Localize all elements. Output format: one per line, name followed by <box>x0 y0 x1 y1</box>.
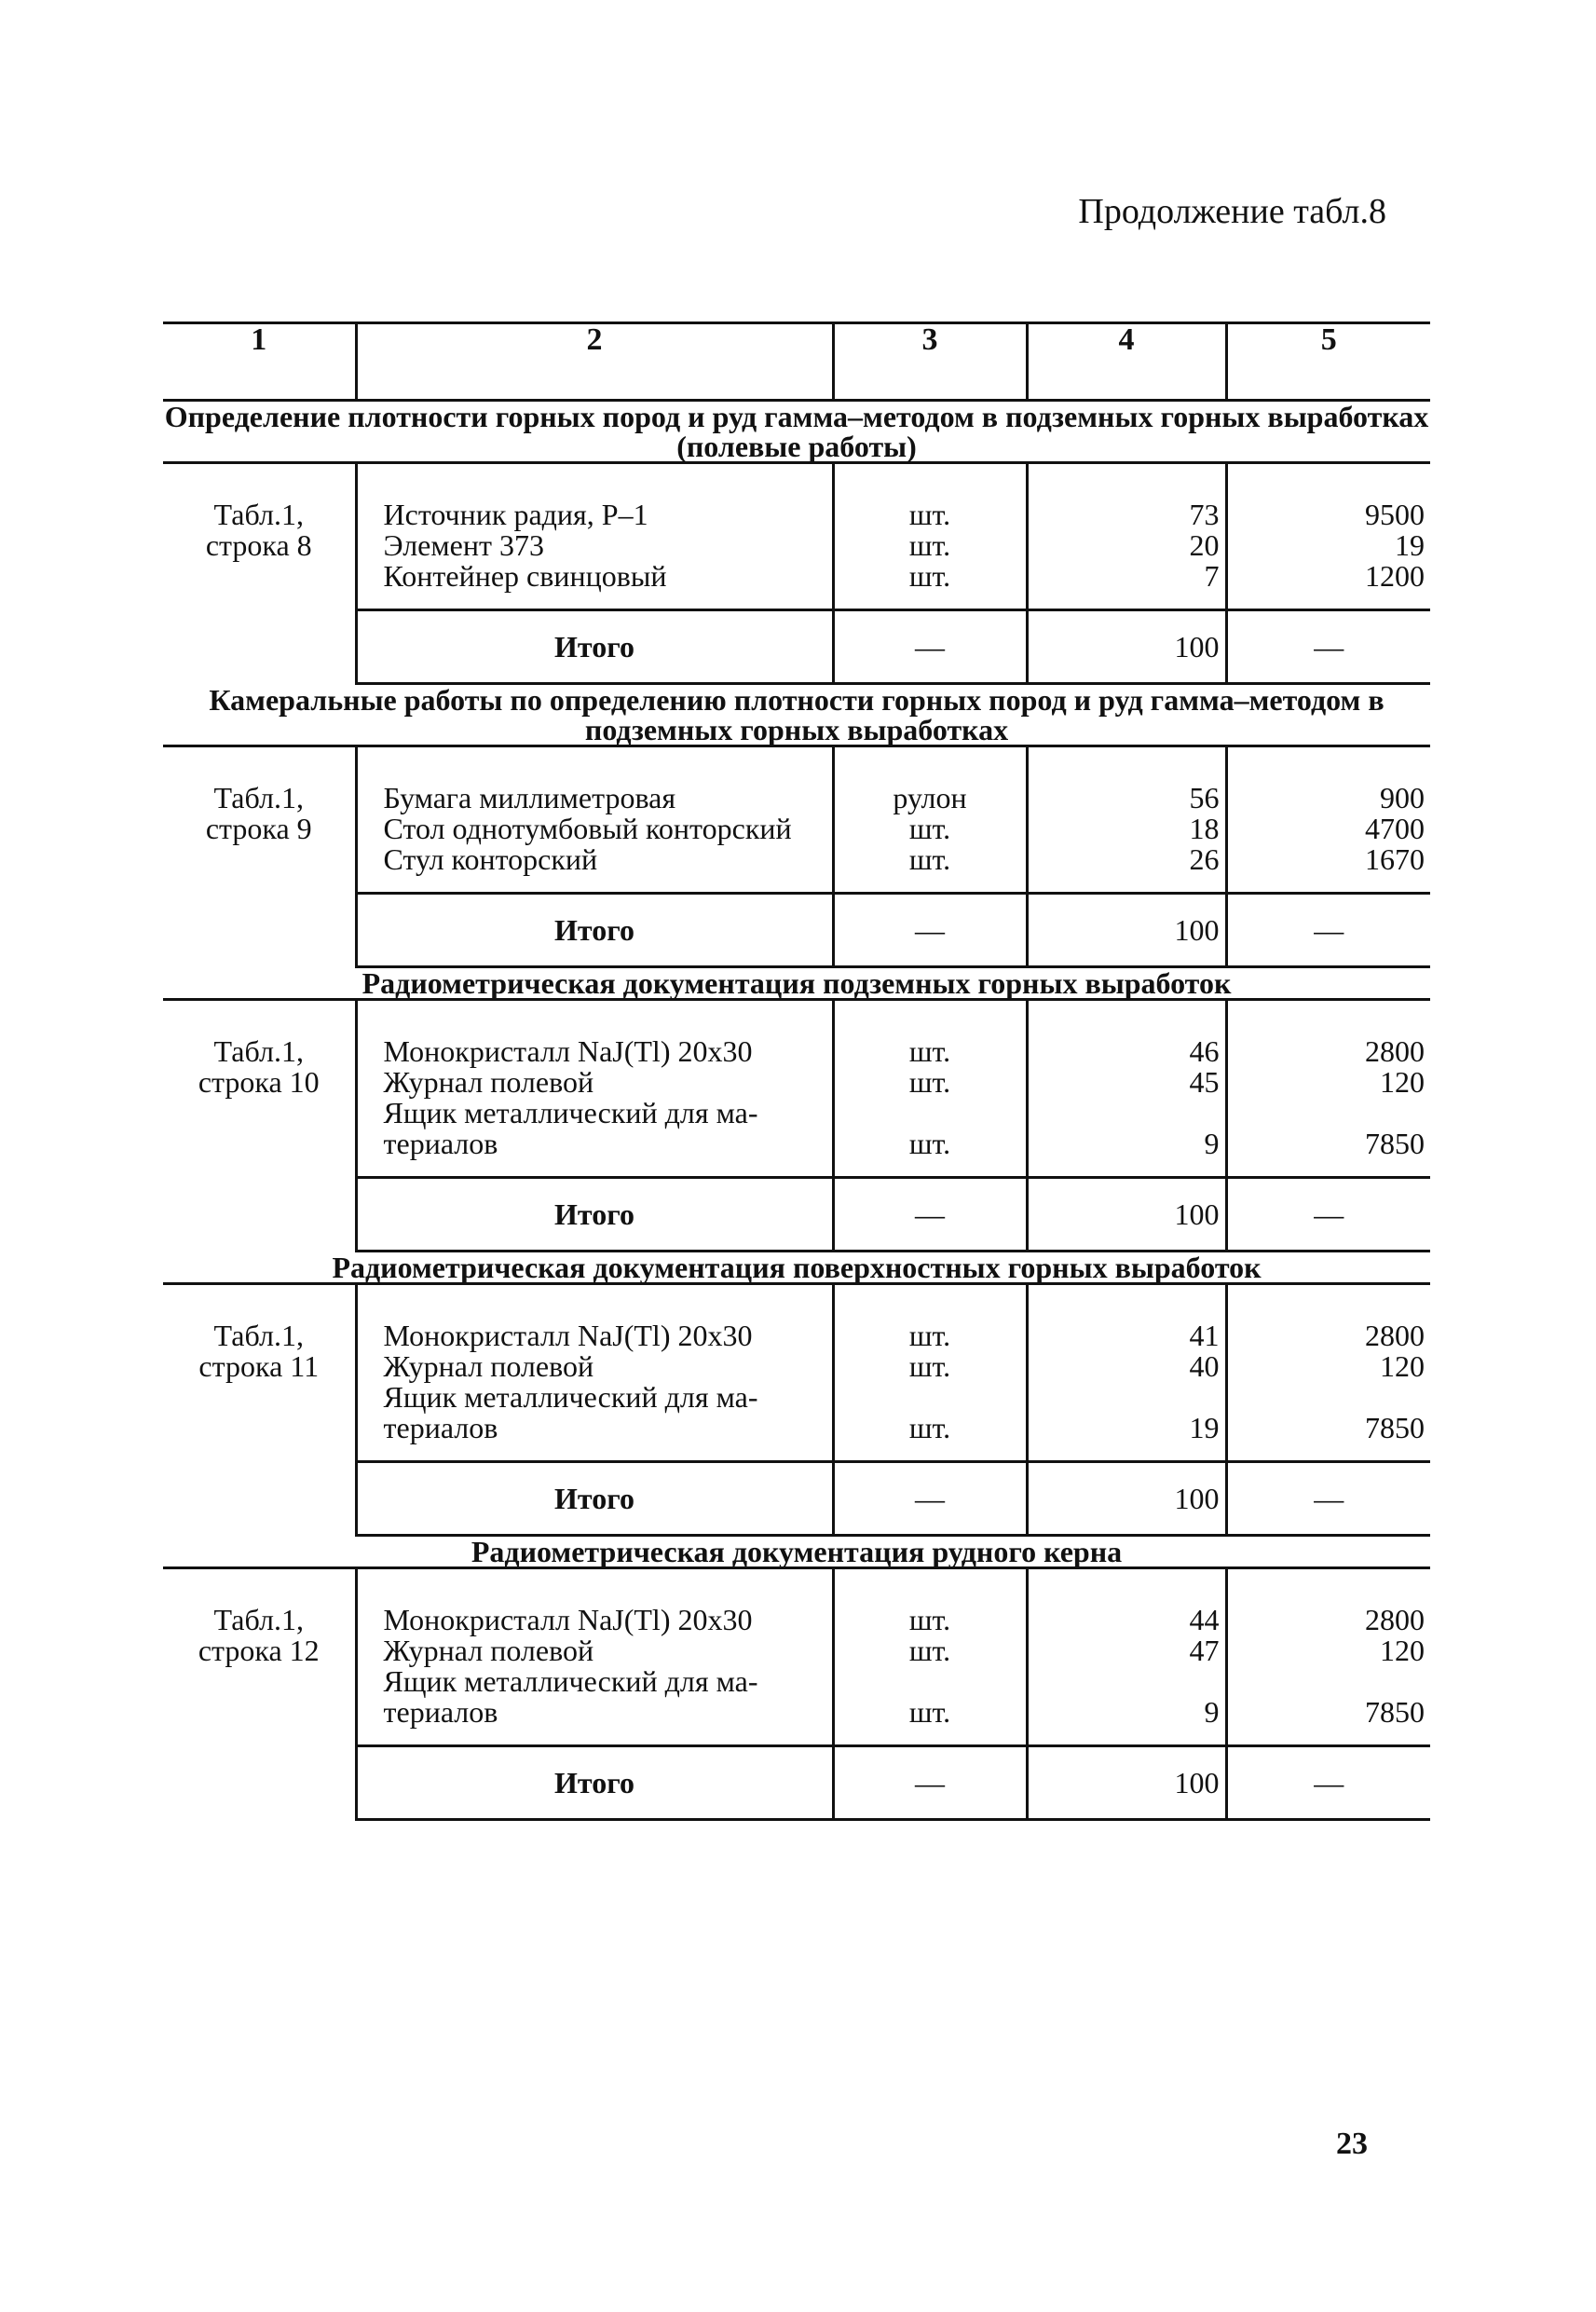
spacer-line <box>835 1382 1026 1413</box>
total-price: — <box>1226 610 1430 684</box>
material-units <box>833 1284 1027 1462</box>
material-percent: 9 <box>1204 1695 1220 1729</box>
material-units <box>833 1568 1027 1746</box>
materials-table <box>163 321 1430 1821</box>
section-title-row <box>163 1536 1430 1568</box>
material-unit: шт. <box>908 1603 951 1636</box>
table-reference-line: строка 11 <box>198 1349 320 1383</box>
spacer-line <box>1228 1666 1425 1697</box>
material-unit: шт. <box>908 1634 951 1667</box>
material-units <box>833 1000 1027 1178</box>
total-label: Итого <box>356 894 833 967</box>
material-unit: шт. <box>908 842 951 876</box>
total-unit: — <box>833 1178 1027 1252</box>
column-header-row <box>163 323 1430 401</box>
material-name: Ящик металлический для ма- <box>383 1664 758 1698</box>
material-percents <box>1027 1000 1226 1178</box>
table-reference <box>163 1568 356 1820</box>
spacer-line <box>835 1098 1026 1129</box>
material-unit: шт. <box>908 1034 951 1068</box>
material-percent: 18 <box>1189 812 1220 845</box>
material-unit: шт. <box>908 528 951 562</box>
total-label: Итого <box>356 610 833 684</box>
table-reference-line: Табл.1, <box>213 1034 304 1068</box>
material-unit: шт. <box>908 1065 951 1099</box>
material-price: 1200 <box>1365 559 1425 593</box>
material-percent: 44 <box>1189 1603 1220 1636</box>
section-title-row <box>163 967 1430 1000</box>
material-price: 7850 <box>1365 1127 1425 1160</box>
spacer-line <box>1228 1382 1425 1413</box>
table-reference-line: строка 10 <box>198 1065 320 1099</box>
total-price: — <box>1226 1462 1430 1536</box>
material-names <box>356 1568 833 1746</box>
material-name: Бумага миллиметровая <box>383 781 676 814</box>
material-name: Контейнер свинцовый <box>383 559 667 593</box>
material-price: 120 <box>1380 1065 1425 1099</box>
material-name: Журнал полевой <box>383 1349 594 1383</box>
material-unit: шт. <box>908 1695 951 1729</box>
material-name: Журнал полевой <box>383 1634 594 1667</box>
material-unit: шт. <box>908 498 951 531</box>
material-names <box>356 463 833 610</box>
material-name: Монокристалл NaJ(Tl) 20х30 <box>383 1603 753 1636</box>
material-percent: 26 <box>1189 842 1220 876</box>
material-price: 2800 <box>1365 1603 1425 1636</box>
material-prices <box>1226 1568 1430 1746</box>
material-price: 120 <box>1380 1349 1425 1383</box>
material-percents <box>1027 1284 1226 1462</box>
spacer-line <box>1228 1098 1425 1129</box>
material-prices <box>1226 463 1430 610</box>
table-reference <box>163 746 356 967</box>
material-name: Ящик металлический для ма- <box>383 1380 758 1414</box>
material-percent: 45 <box>1189 1065 1220 1099</box>
material-name: Монокристалл NaJ(Tl) 20х30 <box>383 1034 753 1068</box>
total-label: Итого <box>356 1462 833 1536</box>
total-unit: — <box>833 610 1027 684</box>
column-header-1: 1 <box>163 323 356 401</box>
material-name: териалов <box>383 1411 498 1444</box>
material-name: Стул конторский <box>383 842 598 876</box>
material-price: 4700 <box>1365 812 1425 845</box>
material-percents <box>1027 463 1226 610</box>
material-unit: рулон <box>893 781 967 814</box>
page-number: 23 <box>1336 2127 1368 2161</box>
material-name: Монокристалл NaJ(Tl) 20х30 <box>383 1319 753 1352</box>
material-name: Элемент 373 <box>383 528 544 562</box>
material-price: 900 <box>1380 781 1425 814</box>
section-items-row <box>163 463 1430 610</box>
table-reference-line: Табл.1, <box>213 1319 304 1352</box>
material-price: 1670 <box>1365 842 1425 876</box>
total-label: Итого <box>356 1746 833 1820</box>
column-header-4: 4 <box>1027 323 1226 401</box>
material-names <box>356 746 833 894</box>
total-label: Итого <box>356 1178 833 1252</box>
material-prices <box>1226 746 1430 894</box>
material-name: Стол однотумбовый конторский <box>383 812 792 845</box>
section-items-row <box>163 746 1430 894</box>
table-reference-line: Табл.1, <box>213 781 304 814</box>
spacer-line <box>1029 1098 1220 1129</box>
material-price: 19 <box>1395 528 1425 562</box>
spacer-line <box>1029 1666 1220 1697</box>
material-units <box>833 463 1027 610</box>
total-percent: 100 <box>1027 1462 1226 1536</box>
table-reference-line: строка 12 <box>198 1634 320 1667</box>
total-percent: 100 <box>1027 1746 1226 1820</box>
material-unit: шт. <box>908 559 951 593</box>
material-price: 9500 <box>1365 498 1425 531</box>
material-percent: 46 <box>1189 1034 1220 1068</box>
section-title: Радиометрическая документация поверхностных горных выработок <box>163 1252 1430 1284</box>
material-percent: 19 <box>1189 1411 1220 1444</box>
section-title: Радиометрическая документация подземных горных выработок <box>163 967 1430 1000</box>
total-unit: — <box>833 1746 1027 1820</box>
material-prices <box>1226 1000 1430 1178</box>
section-items-row <box>163 1284 1430 1462</box>
material-unit: шт. <box>908 1127 951 1160</box>
section-title-row <box>163 1252 1430 1284</box>
column-header-5: 5 <box>1226 323 1430 401</box>
total-price: — <box>1226 1746 1430 1820</box>
material-names <box>356 1284 833 1462</box>
table-reference <box>163 1000 356 1252</box>
material-name: териалов <box>383 1695 498 1729</box>
material-price: 7850 <box>1365 1695 1425 1729</box>
spacer-line <box>835 1666 1026 1697</box>
table-reference <box>163 1284 356 1536</box>
material-units <box>833 746 1027 894</box>
total-price: — <box>1226 1178 1430 1252</box>
section-title-row <box>163 401 1430 463</box>
table-reference-line: Табл.1, <box>213 1603 304 1636</box>
total-percent: 100 <box>1027 610 1226 684</box>
spacer-line <box>1029 1382 1220 1413</box>
section-title-row <box>163 684 1430 746</box>
material-percent: 7 <box>1204 559 1220 593</box>
total-price: — <box>1226 894 1430 967</box>
material-price: 2800 <box>1365 1034 1425 1068</box>
material-price: 120 <box>1380 1634 1425 1667</box>
material-prices <box>1226 1284 1430 1462</box>
material-unit: шт. <box>908 812 951 845</box>
column-header-3: 3 <box>833 323 1027 401</box>
material-percent: 73 <box>1189 498 1220 531</box>
material-unit: шт. <box>908 1319 951 1352</box>
material-percent: 20 <box>1189 528 1220 562</box>
table-reference-line: строка 8 <box>205 528 312 562</box>
material-name: Журнал полевой <box>383 1065 594 1099</box>
section-title: Определение плотности горных пород и руд гамма–методом в подземных горных выработках (полевые работы) <box>164 400 1429 463</box>
material-percents <box>1027 746 1226 894</box>
total-unit: — <box>833 894 1027 967</box>
table-reference-line: строка 9 <box>205 812 312 845</box>
section-title: Камеральные работы по определению плотности горных пород и руд гамма–методом в подземных горных выработках <box>163 684 1430 746</box>
material-unit: шт. <box>908 1411 951 1444</box>
material-percent: 9 <box>1204 1127 1220 1160</box>
continuation-label: Продолжение табл.8 <box>1078 192 1386 231</box>
materials-table-body <box>163 323 1430 1820</box>
material-unit: шт. <box>908 1349 951 1383</box>
total-percent: 100 <box>1027 894 1226 967</box>
table-reference-line: Табл.1, <box>213 498 304 531</box>
total-percent: 100 <box>1027 1178 1226 1252</box>
material-percents <box>1027 1568 1226 1746</box>
table-reference <box>163 463 356 684</box>
section-title: Радиометрическая документация рудного керна <box>163 1536 1430 1568</box>
material-price: 7850 <box>1365 1411 1425 1444</box>
material-name: Источник радия, Р–1 <box>383 498 648 531</box>
material-names <box>356 1000 833 1178</box>
material-percent: 47 <box>1189 1634 1220 1667</box>
total-unit: — <box>833 1462 1027 1536</box>
material-percent: 41 <box>1189 1319 1220 1352</box>
column-header-2: 2 <box>356 323 833 401</box>
material-percent: 56 <box>1189 781 1220 814</box>
material-name: Ящик металлический для ма- <box>383 1096 758 1129</box>
material-price: 2800 <box>1365 1319 1425 1352</box>
material-percent: 40 <box>1189 1349 1220 1383</box>
section-items-row <box>163 1000 1430 1178</box>
material-name: териалов <box>383 1127 498 1160</box>
section-items-row <box>163 1568 1430 1746</box>
